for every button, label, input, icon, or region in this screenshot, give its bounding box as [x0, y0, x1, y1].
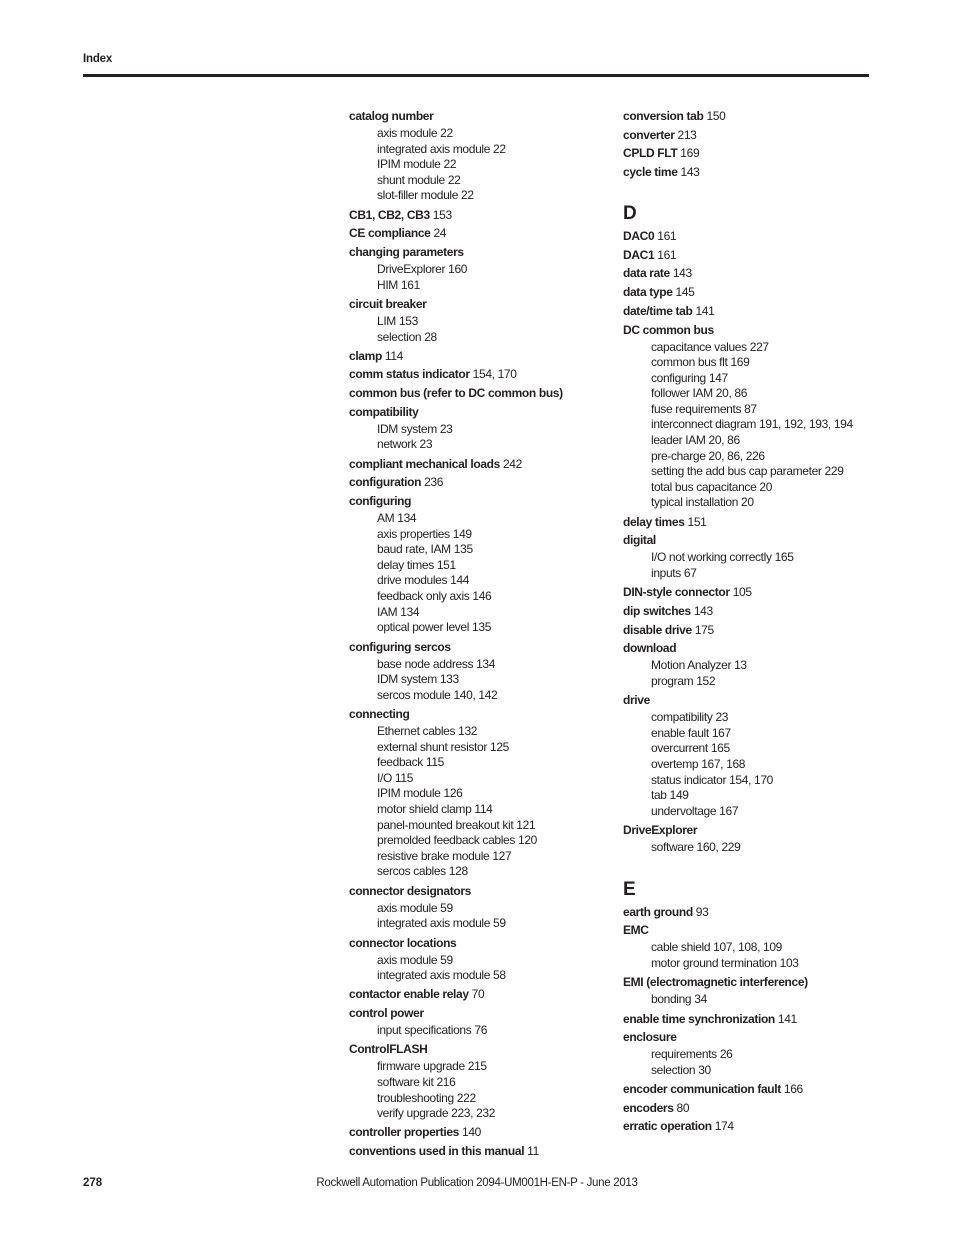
- index-entry: [623, 923, 885, 971]
- index-entry: [349, 109, 611, 204]
- index-page-refs: 80: [676, 1100, 690, 1115]
- index-term: data rate: [623, 266, 670, 281]
- index-entry: [623, 641, 885, 689]
- index-subentry: Motion Analyzer 13: [651, 658, 747, 673]
- index-page-refs: 213: [677, 127, 697, 142]
- index-subentry: selection 28: [377, 329, 437, 344]
- index-entry: [623, 1012, 885, 1027]
- index-subentry: selection 30: [651, 1062, 711, 1077]
- index-term: EMI (electromagnetic interference): [623, 975, 808, 990]
- index-term: common bus (refer to DC common bus): [349, 386, 563, 401]
- index-entry: [349, 367, 611, 382]
- index-term: DAC0: [623, 229, 655, 244]
- index-subentry: integrated axis module 22: [377, 141, 506, 156]
- index-entry: [623, 1119, 885, 1134]
- index-term: configuring sercos: [349, 639, 451, 654]
- index-entry: [623, 229, 885, 244]
- index-subentry: resistive brake module 127: [377, 848, 512, 863]
- publication-info: Rockwell Automation Publication 2094-UM001H-EN-P - June 2013: [316, 1177, 638, 1189]
- index-entry: [623, 146, 885, 161]
- index-subentry: troubleshooting 222: [377, 1090, 476, 1105]
- index-subentry: I/O not working correctly 165: [651, 550, 794, 565]
- index-subentries: [349, 724, 611, 880]
- index-entry: [623, 266, 885, 281]
- index-term: control power: [349, 1006, 424, 1021]
- index-subentry: undervoltage 167: [651, 803, 739, 818]
- index-page-refs: 242: [502, 456, 522, 471]
- index-subentry: bonding 34: [651, 992, 707, 1007]
- index-subentry: drive modules 144: [377, 573, 470, 588]
- running-header: Index: [83, 53, 113, 65]
- index-subentry: IDM system 133: [377, 672, 459, 687]
- index-subentry: capacitance values 227: [651, 339, 769, 354]
- index-subentry: delay times 151: [377, 557, 456, 572]
- index-subentry: slot-filler module 22: [377, 188, 474, 203]
- index-subentry: interconnect diagram 191, 192, 193, 194: [651, 417, 853, 432]
- index-subentry: IDM system 23: [377, 421, 453, 436]
- index-entry: [623, 604, 885, 619]
- index-term: erratic operation: [623, 1119, 712, 1134]
- index-page-refs: 141: [695, 303, 715, 318]
- index-entry: [623, 623, 885, 638]
- index-entry: [349, 884, 611, 932]
- index-page-refs: 143: [680, 165, 700, 180]
- index-subentry: DriveExplorer 160: [377, 262, 468, 277]
- index-term: DAC1: [623, 247, 655, 262]
- index-subentries: [623, 550, 885, 581]
- index-term: data type: [623, 285, 673, 300]
- index-entry: [349, 1006, 611, 1039]
- index-term: connecting: [349, 707, 410, 721]
- index-entry: [349, 297, 611, 345]
- index-subentry: IPIM module 22: [377, 157, 457, 172]
- index-page-refs: 153: [432, 207, 452, 222]
- index-subentry: compatibility 23: [651, 710, 729, 725]
- index-page-refs: 161: [657, 229, 677, 244]
- index-entry: [349, 475, 611, 490]
- index-term: configuration: [349, 475, 422, 490]
- index-term: conversion tab: [623, 109, 704, 123]
- index-subentry: network 23: [377, 437, 433, 452]
- index-term: ControlFLASH: [349, 1042, 428, 1057]
- index-entry: [349, 457, 611, 472]
- index-subentry: fuse requirements 87: [651, 401, 757, 416]
- index-page-refs: 143: [672, 266, 692, 281]
- index-subentry: sercos module 140, 142: [377, 687, 498, 702]
- index-subentry: requirements 26: [651, 1047, 733, 1062]
- index-subentries: [349, 511, 611, 636]
- index-subentry: verify upgrade 223, 232: [377, 1106, 496, 1121]
- index-entry: [349, 405, 611, 453]
- index-term: compliant mechanical loads: [349, 456, 500, 471]
- index-page-refs: 143: [693, 603, 713, 618]
- index-subentries: [623, 940, 885, 971]
- index-term: encoders: [623, 1100, 674, 1115]
- index-entry: [349, 386, 611, 401]
- index-subentries: [349, 262, 611, 293]
- index-subentry: panel-mounted breakout kit 121: [377, 817, 536, 832]
- index-subentry: sercos cables 128: [377, 864, 468, 879]
- index-term: enable time synchronization: [623, 1011, 775, 1026]
- index-subentry: integrated axis module 58: [377, 968, 506, 983]
- page-number: 278: [83, 1177, 103, 1189]
- index-subentry: status indicator 154, 170: [651, 772, 774, 787]
- index-term: dip switches: [623, 603, 691, 618]
- index-entry: [349, 640, 611, 704]
- index-subentry: premolded feedback cables 120: [377, 833, 537, 848]
- index-subentry: total bus capacitance 20: [651, 479, 773, 494]
- index-subentry: software kit 216: [377, 1074, 456, 1089]
- index-subentries: [349, 901, 611, 932]
- index-entry: [349, 707, 611, 880]
- index-term: download: [623, 641, 677, 656]
- index-term: clamp: [349, 348, 382, 363]
- index-page-refs: 161: [657, 247, 677, 262]
- index-subentry: input specifications 76: [377, 1023, 488, 1038]
- index-entry: [623, 109, 885, 124]
- index-page-refs: 154, 170: [472, 367, 517, 382]
- index-entry: [623, 165, 885, 180]
- index-page-refs: 174: [714, 1119, 734, 1134]
- index-subentries: [623, 840, 885, 856]
- index-subentries: [349, 126, 611, 204]
- index-entry: [623, 515, 885, 530]
- index-column-right: [623, 109, 885, 1134]
- index-term: delay times: [623, 514, 685, 529]
- index-term: connector locations: [349, 935, 457, 950]
- index-subentry: setting the add bus cap parameter 229: [651, 464, 844, 479]
- index-subentries: [623, 992, 885, 1008]
- index-entry: [349, 208, 611, 223]
- index-term: CE compliance: [349, 226, 431, 241]
- index-entry: [349, 226, 611, 241]
- index-subentry: overcurrent 165: [651, 741, 730, 756]
- index-term: DC common bus: [623, 322, 714, 337]
- index-subentries: [349, 314, 611, 345]
- index-subentry: external shunt resistor 125: [377, 739, 509, 754]
- index-subentries: [349, 953, 611, 984]
- index-page-refs: 24: [433, 226, 447, 241]
- index-entry: [349, 494, 611, 636]
- index-term: earth ground: [623, 904, 693, 919]
- index-subentry: shunt module 22: [377, 172, 461, 187]
- index-subentry: optical power level 135: [377, 620, 492, 635]
- index-page-refs: 150: [706, 109, 726, 123]
- index-term: encoder communication fault: [623, 1082, 781, 1097]
- index-entry: [349, 245, 611, 293]
- index-entry: [349, 1144, 611, 1159]
- index-subentry: software 160, 229: [651, 840, 741, 855]
- index-subentries: [349, 657, 611, 704]
- index-subentry: enable fault 167: [651, 725, 731, 740]
- index-subentry: axis module 22: [377, 126, 453, 140]
- index-term: CB1, CB2, CB3: [349, 207, 430, 222]
- index-subentry: configuring 147: [651, 370, 728, 385]
- index-term: configuring: [349, 494, 412, 509]
- index-subentry: motor ground termination 103: [651, 955, 799, 970]
- index-term: changing parameters: [349, 245, 464, 260]
- index-term: date/time tab: [623, 303, 693, 318]
- index-entry: [623, 533, 885, 581]
- index-subentry: IPIM module 126: [377, 786, 463, 801]
- index-subentries: [623, 658, 885, 689]
- index-term: circuit breaker: [349, 296, 427, 311]
- index-term: drive: [623, 693, 650, 708]
- index-term: cycle time: [623, 165, 678, 180]
- index-subentry: axis module 59: [377, 952, 453, 967]
- index-page-refs: 236: [424, 475, 444, 490]
- index-subentry: pre-charge 20, 86, 226: [651, 448, 765, 463]
- index-page-refs: 141: [777, 1011, 797, 1026]
- index-page-refs: 114: [384, 348, 404, 363]
- index-subentry: tab 149: [651, 788, 689, 803]
- index-entry: [623, 128, 885, 143]
- index-entry: [623, 304, 885, 319]
- index-page-refs: 151: [687, 514, 707, 529]
- header-rule: [83, 74, 869, 77]
- index-term: connector designators: [349, 883, 472, 898]
- index-subentry: motor shield clamp 114: [377, 801, 493, 816]
- index-entry: [349, 1125, 611, 1140]
- index-subentry: IAM 134: [377, 604, 420, 619]
- index-entry: [349, 349, 611, 364]
- index-subentry: LIM 153: [377, 313, 418, 328]
- index-subentry: firmware upgrade 215: [377, 1059, 487, 1074]
- index-subentry: typical installation 20: [651, 495, 754, 510]
- index-page-refs: 140: [462, 1125, 481, 1140]
- index-subentry: common bus flt 169: [651, 355, 750, 370]
- index-subentry: base node address 134: [377, 656, 496, 671]
- index-subentry: inputs 67: [651, 566, 697, 580]
- index-entry: [623, 1030, 885, 1078]
- index-page-refs: 169: [680, 146, 700, 161]
- index-subentries: [623, 1047, 885, 1078]
- index-page-refs: 175: [694, 622, 714, 637]
- index-subentries: [349, 422, 611, 453]
- index-subentry: axis module 59: [377, 900, 453, 915]
- index-entry: [623, 975, 885, 1008]
- index-entry: [623, 1082, 885, 1097]
- index-section-letter: E: [623, 878, 636, 900]
- index-subentry: feedback only axis 146: [377, 589, 492, 604]
- index-page-refs: 105: [732, 585, 752, 600]
- index-subentry: I/O 115: [377, 770, 414, 785]
- index-term: catalog number: [349, 109, 434, 123]
- index-subentries: [349, 1023, 611, 1039]
- index-subentries: [623, 340, 885, 512]
- index-term: enclosure: [623, 1030, 677, 1045]
- index-term: conventions used in this manual: [349, 1144, 525, 1159]
- index-entry: [623, 323, 885, 512]
- index-term: DriveExplorer: [623, 823, 698, 838]
- index-entry: [349, 936, 611, 984]
- index-entry: [623, 248, 885, 263]
- index-entry: [349, 1042, 611, 1121]
- index-page-refs: 166: [783, 1082, 803, 1097]
- index-page-refs: 70: [471, 987, 485, 1002]
- index-subentries: [623, 710, 885, 819]
- index-subentry: AM 134: [377, 511, 417, 526]
- index-subentry: HIM 161: [377, 277, 420, 292]
- index-term: CPLD FLT: [623, 146, 678, 161]
- index-subentries: [349, 1059, 611, 1121]
- index-section-letter: D: [623, 203, 637, 225]
- index-term: DIN-style connector: [623, 585, 730, 600]
- index-page-refs: 145: [675, 285, 695, 300]
- index-entry: [623, 1101, 885, 1116]
- index-entry: [623, 823, 885, 856]
- index-column-left: [349, 109, 611, 1159]
- index-subentry: baud rate, IAM 135: [377, 542, 473, 557]
- index-term: converter: [623, 127, 675, 142]
- index-term: disable drive: [623, 622, 692, 637]
- index-entry: [623, 585, 885, 600]
- index-subentry: axis properties 149: [377, 526, 472, 541]
- index-entry: [623, 693, 885, 819]
- index-page-refs: 11: [527, 1144, 539, 1159]
- index-term: comm status indicator: [349, 367, 470, 382]
- index-term: compatibility: [349, 404, 419, 419]
- index-subentry: integrated axis module 59: [377, 916, 506, 931]
- index-term: digital: [623, 533, 656, 548]
- index-term: controller properties: [349, 1125, 460, 1140]
- index-term: contactor enable relay: [349, 987, 469, 1002]
- index-entry: [349, 987, 611, 1002]
- index-entry: [623, 285, 885, 300]
- index-subentry: Ethernet cables 132: [377, 724, 478, 738]
- index-subentry: leader IAM 20, 86: [651, 433, 740, 448]
- index-term: EMC: [623, 923, 649, 938]
- index-subentry: feedback 115: [377, 755, 444, 770]
- index-subentry: follower IAM 20, 86: [651, 386, 748, 401]
- index-subentry: program 152: [651, 673, 716, 688]
- index-entry: [623, 905, 885, 920]
- index-subentry: cable shield 107, 108, 109: [651, 940, 783, 955]
- index-page-refs: 93: [695, 904, 709, 919]
- index-subentry: overtemp 167, 168: [651, 757, 746, 771]
